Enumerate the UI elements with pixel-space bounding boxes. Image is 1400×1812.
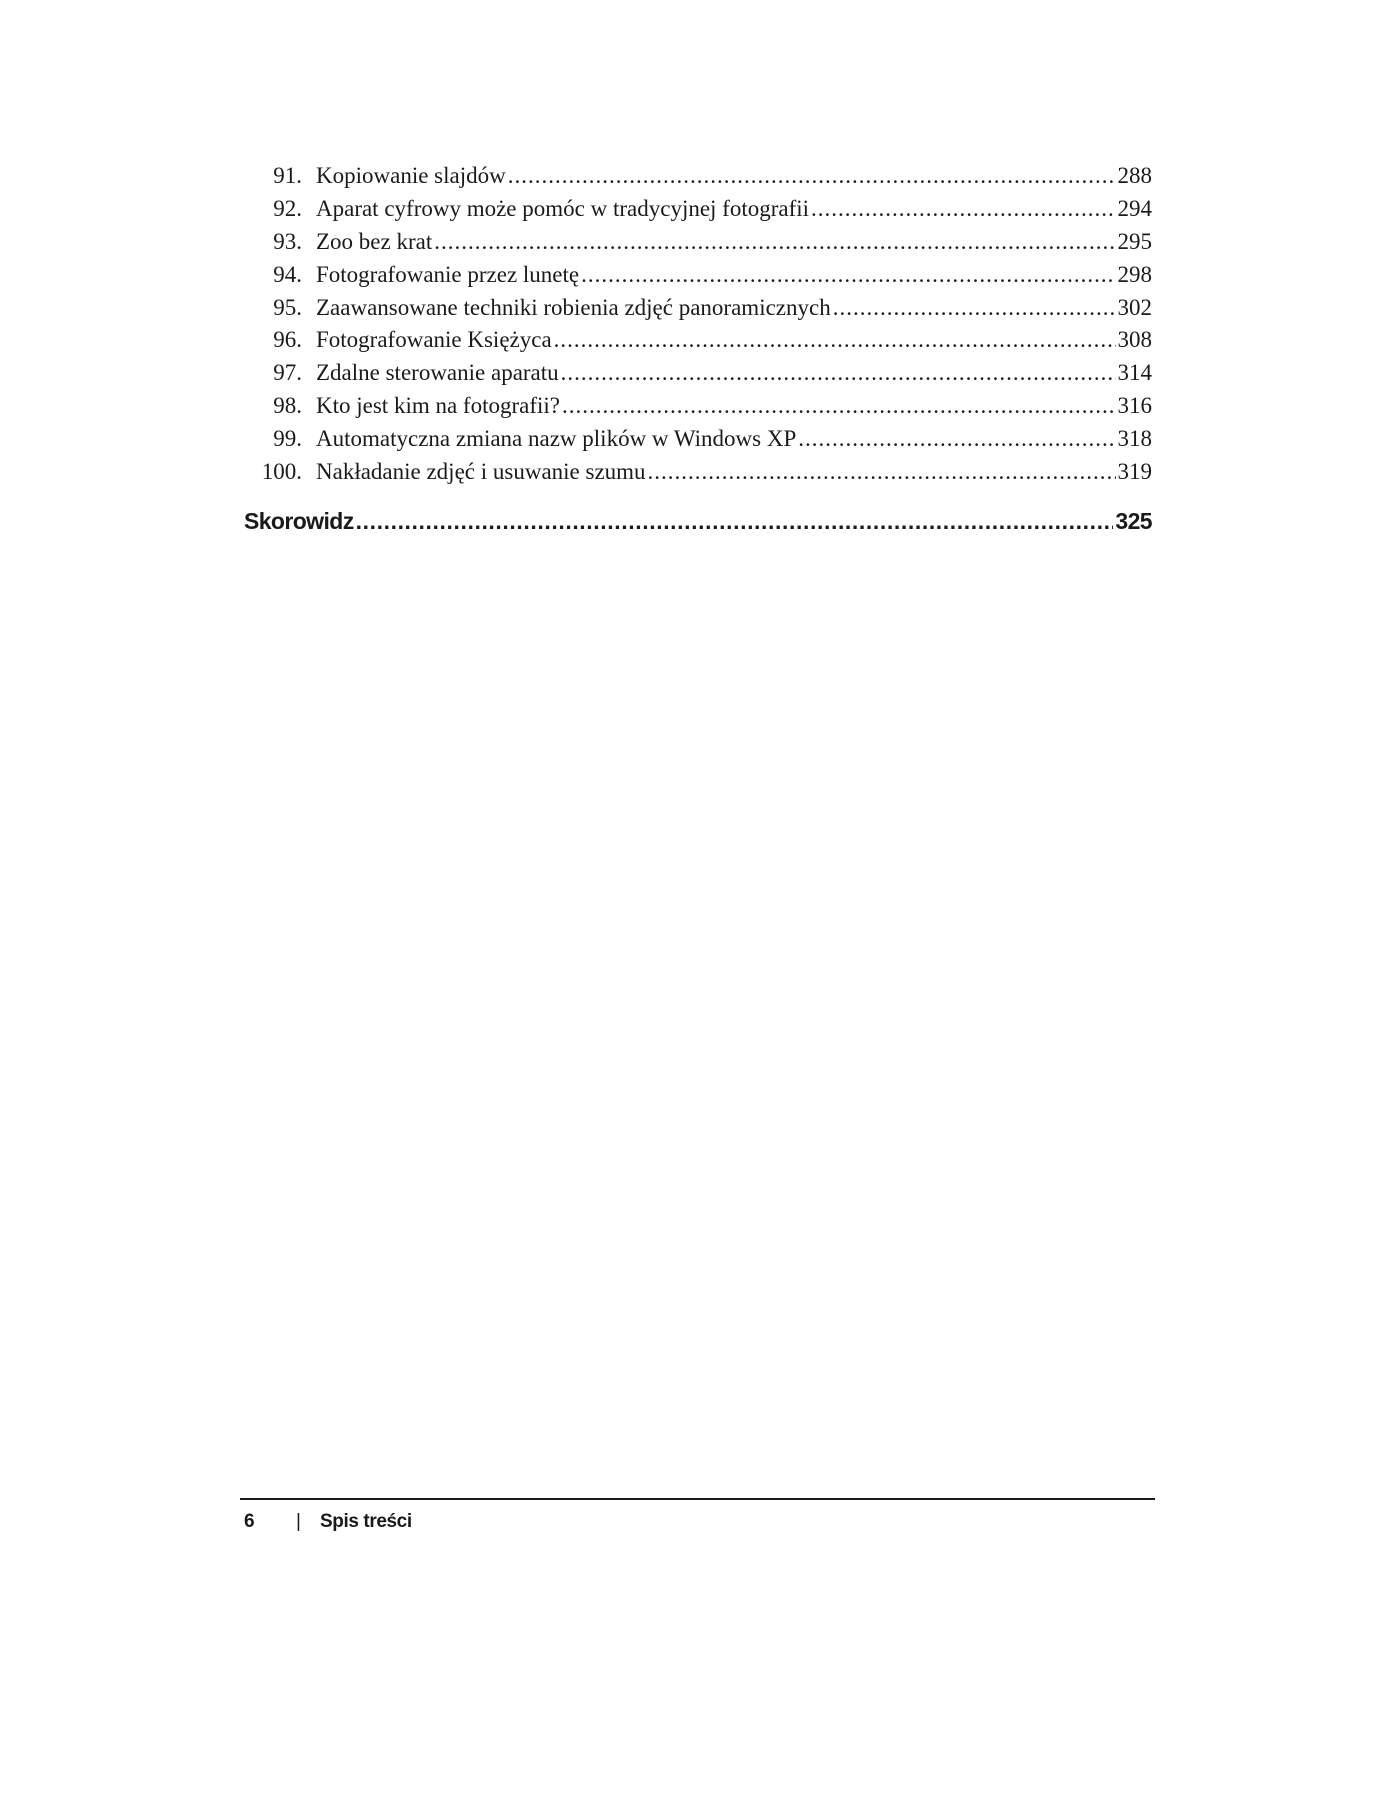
footer-page-number: 6 [244,1511,255,1532]
dot-leader [554,324,1116,357]
dot-leader [561,357,1116,390]
toc-entry-title: Kopiowanie slajdów [316,163,506,188]
toc-entry-title: Zaawansowane techniki robienia zdjęć panoramicznych [316,294,831,320]
toc-entry-title: Automatyczna zmiana nazw plików w Windows XP [316,426,797,452]
toc-index-entry[interactable] [244,505,1152,537]
table-of-contents [244,160,1152,537]
toc-entry[interactable] [244,423,1152,456]
toc-entry[interactable] [244,390,1152,423]
toc-entry-page: 288 [1117,163,1152,188]
toc-entry-page: 316 [1117,393,1152,419]
toc-entry-page: 314 [1117,360,1152,386]
toc-entry[interactable] [244,160,1152,193]
toc-entry-number: 91. [273,163,302,188]
toc-entry-page: 295 [1117,228,1152,254]
footer-divider [240,1498,1155,1500]
toc-entry[interactable] [244,357,1152,390]
toc-entry-title: Nakładanie zdjęć i usuwanie szumu [316,459,646,485]
dot-leader [811,193,1115,226]
toc-entry-page: 294 [1117,195,1152,221]
page-footer [244,1508,412,1536]
dot-leader [798,423,1115,456]
dot-leader [833,292,1116,325]
dot-leader [562,390,1116,423]
toc-entry-number: 100. [261,459,302,485]
toc-entry-number: 99. [273,426,302,452]
toc-index-page: 325 [1115,507,1152,534]
toc-entry-page: 318 [1117,426,1152,452]
dot-leader [648,456,1116,489]
toc-entry-number: 93. [273,228,302,254]
dot-leader [434,226,1115,259]
toc-entry-page: 302 [1117,294,1152,320]
dot-leader [356,505,1114,537]
toc-entry[interactable] [244,193,1152,226]
toc-entry-title: Aparat cyfrowy może pomóc w tradycyjnej fotografii [316,195,810,221]
dot-leader [508,160,1116,193]
toc-entry-number: 98. [273,393,302,419]
toc-index-title: Skorowidz [244,507,354,534]
toc-entry-number: 96. [273,327,302,353]
toc-entry-page: 308 [1117,327,1152,353]
toc-entry[interactable] [244,324,1152,357]
toc-entry-page: 298 [1117,261,1152,287]
toc-entry-title: Zoo bez krat [316,228,433,254]
toc-entry-title: Kto jest kim na fotografii? [316,393,560,419]
footer-section-title: Spis treści [320,1511,412,1532]
toc-entry-title: Fotografowanie przez lunetę [316,261,580,287]
toc-entry-title: Fotografowanie Księżyca [316,327,552,353]
toc-entry[interactable] [244,456,1152,489]
toc-entry[interactable] [244,292,1152,325]
dot-leader [581,259,1115,292]
toc-entry[interactable] [244,259,1152,292]
toc-entry-page: 319 [1117,459,1152,485]
toc-entry-number: 92. [273,195,302,221]
toc-entry-number: 95. [273,294,302,320]
footer-separator: | [296,1511,301,1532]
toc-entry-title: Zdalne sterowanie aparatu [316,360,559,386]
toc-entry[interactable] [244,226,1152,259]
toc-entry-number: 97. [273,360,302,386]
toc-entry-number: 94. [273,261,302,287]
